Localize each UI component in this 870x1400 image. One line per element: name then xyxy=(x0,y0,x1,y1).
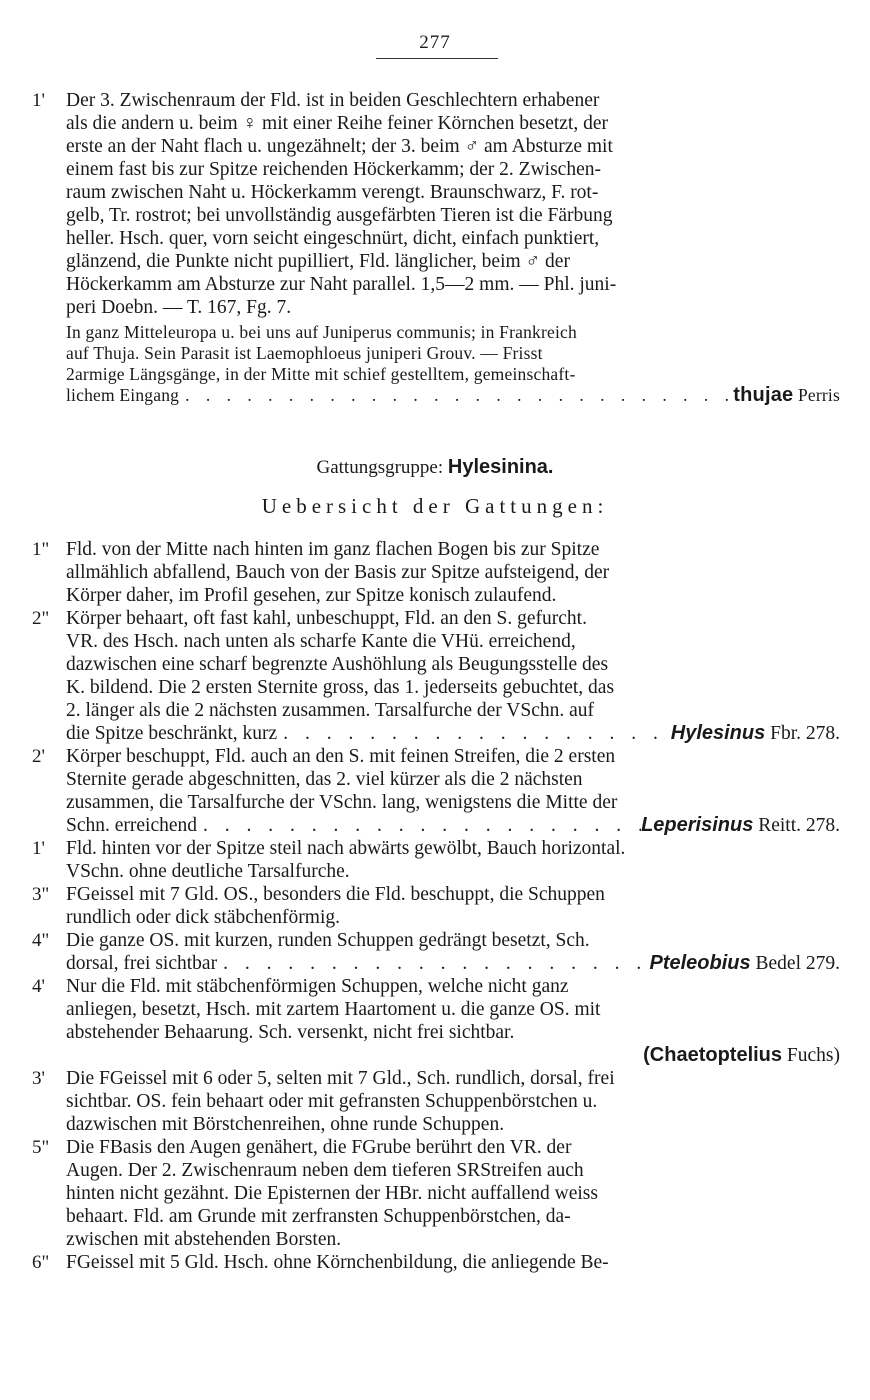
text-line: raum zwischen Naht u. Höckerkamm verengt. Braunschwarz, F. rot- xyxy=(66,182,599,203)
key-text xyxy=(66,1136,840,1251)
text-line: VSchn. ohne deutliche Tarsalfurche. xyxy=(66,861,350,882)
genus-name: Pteleobius xyxy=(649,952,751,974)
text-line: als die andern u. beim ♀ mit einer Reihe feiner Körnchen besetzt, der xyxy=(66,113,609,134)
genus-key xyxy=(0,538,870,1274)
text-line: VR. des Hsch. nach unten als scharfe Kante die VHü. erreichend, xyxy=(66,631,576,652)
text-line: rundlich oder dick stäbchenförmig. xyxy=(66,907,340,928)
genus-name: Leperisinus xyxy=(641,814,754,836)
species-entry-thujae xyxy=(0,89,870,406)
leader-line xyxy=(66,722,840,745)
leader-dots xyxy=(277,722,671,745)
key-text xyxy=(66,607,840,745)
key-number: 4" xyxy=(32,930,50,951)
group-heading-name: Hylesinina. xyxy=(447,456,554,478)
text-line: allmählich abfallend, Bauch von der Basis zur Spitze aufsteigend, der xyxy=(66,562,610,583)
genus-author-page: Bedel 279. xyxy=(755,953,840,974)
text-line: Nur die Fld. mit stäbchenförmigen Schuppen, welche nicht ganz xyxy=(66,976,569,997)
text-line: Körper behaart, oft fast kahl, unbeschuppt, Fld. an den S. gefurcht. xyxy=(66,608,587,629)
key-text xyxy=(66,1067,840,1136)
text-line: Sternite gerade abgeschnitten, das 2. viel kürzer als die 2 nächsten xyxy=(66,769,583,790)
text-line: glänzend, die Punkte nicht pupilliert, Fld. länglicher, beim ♂ der xyxy=(66,251,570,272)
entry-block xyxy=(0,89,870,406)
text-line: gelb, Tr. rostrot; bei unvollständig ausgefärbten Tieren ist die Färbung xyxy=(66,205,613,226)
key-entry-1p xyxy=(0,837,870,883)
key-entry-2pp xyxy=(0,607,870,745)
key-text xyxy=(66,975,840,1067)
text-line: dazwischen mit Börstchenreihen, ohne runde Schuppen. xyxy=(66,1114,505,1135)
leader-dots xyxy=(217,952,649,975)
leader-dots xyxy=(179,385,733,406)
key-entry-4pp xyxy=(0,929,870,975)
text-line: erste an der Naht flach u. ungezähnelt; der 3. beim ♂ am Absturze mit xyxy=(66,136,613,157)
key-text xyxy=(66,745,840,837)
key-number: 2" xyxy=(32,608,50,629)
key-number: 1" xyxy=(32,539,50,560)
species-author: Perris xyxy=(797,385,840,405)
text-line: Schn. erreichend xyxy=(66,815,198,836)
text-line: dazwischen eine scharf begrenzte Aushöhlung als Beugungsstelle des xyxy=(66,654,609,675)
genus-reference xyxy=(641,814,840,837)
text-line: Die FGeissel mit 6 oder 5, selten mit 7 Gld., Sch. rundlich, dorsal, frei xyxy=(66,1068,615,1089)
text-line: FGeissel mit 5 Gld. Hsch. ohne Körnchenbildung, die anliegende Be- xyxy=(66,1252,609,1273)
species-name xyxy=(733,385,840,406)
leader-line xyxy=(66,952,840,975)
key-text xyxy=(66,1251,840,1274)
key-number: 1' xyxy=(32,90,45,111)
text-line: Die ganze OS. mit kurzen, runden Schuppen gedrängt besetzt, Sch. xyxy=(66,930,590,951)
group-heading xyxy=(0,456,870,479)
text-line: lichem Eingang xyxy=(66,385,180,405)
text-line: In ganz Mitteleuropa u. bei uns auf Juniperus communis; in Frankreich xyxy=(66,322,577,342)
text-line: Fld. hinten vor der Spitze steil nach abwärts gewölbt, Bauch horizontal. xyxy=(66,838,626,859)
text-line: 2armige Längsgänge, in der Mitte mit schief gestelltem, gemeinschaft- xyxy=(66,364,576,384)
genus-author-page: Reitt. 278. xyxy=(758,815,840,836)
key-entry-3p xyxy=(0,1067,870,1136)
key-number: 5" xyxy=(32,1137,50,1158)
key-text xyxy=(66,538,840,607)
key-number: 3' xyxy=(32,1068,45,1089)
text-line: dorsal, frei sichtbar xyxy=(66,953,218,974)
key-number: 2' xyxy=(32,746,45,767)
text-line: heller. Hsch. quer, vorn seicht eingeschnürt, dicht, einfach punktiert, xyxy=(66,228,600,249)
text-line: auf Thuja. Sein Parasit ist Laemophloeus juniperi Grouv. — Frisst xyxy=(66,343,543,363)
page-number-rule xyxy=(376,58,498,59)
key-entry-4p xyxy=(0,975,870,1067)
genus-reference xyxy=(671,722,840,745)
text-line: peri Doebn. — T. 167, Fg. 7. xyxy=(66,297,292,318)
text-line: sichtbar. OS. fein behaart oder mit gefransten Schuppenbörstchen u. xyxy=(66,1091,598,1112)
text-line: abstehender Behaarung. Sch. versenkt, nicht frei sichtbar. xyxy=(66,1022,515,1043)
genus-name: Hylesinus xyxy=(670,722,766,744)
text-line: Fld. von der Mitte nach hinten im ganz flachen Bogen bis zur Spitze xyxy=(66,539,600,560)
page-number: 277 xyxy=(419,32,451,53)
text-line: anliegen, besetzt, Hsch. mit zartem Haartoment u. die ganze OS. mit xyxy=(66,999,601,1020)
leader-line xyxy=(66,385,840,406)
overview-heading: Uebersicht der Gattungen: xyxy=(261,494,609,518)
text-line: hinten nicht gezähnt. Die Episternen der HBr. nicht auffallend weiss xyxy=(66,1183,598,1204)
text-line: zwischen mit abstehenden Borsten. xyxy=(66,1229,342,1250)
text-line: behaart. Fld. am Grunde mit zerfransten Schuppenbörstchen, da- xyxy=(66,1206,571,1227)
genus-reference xyxy=(66,1044,840,1067)
text-line: Der 3. Zwischenraum der Fld. ist in beiden Geschlechtern erhabener xyxy=(66,90,600,111)
genus-author-page: Fbr. 278. xyxy=(770,723,840,744)
genus-name: (Chaetoptelius xyxy=(643,1044,783,1066)
key-entry-2p xyxy=(0,745,870,837)
key-entry-5pp xyxy=(0,1136,870,1251)
entry-biology-note xyxy=(66,322,840,406)
text-line: Höckerkamm am Absturze zur Naht parallel. 1,5—2 mm. — Phl. juni- xyxy=(66,274,617,295)
key-text xyxy=(66,929,840,975)
leader-dots xyxy=(197,814,641,837)
key-entry-3pp xyxy=(0,883,870,929)
text-line: zusammen, die Tarsalfurche der VSchn. lang, wenigstens die Mitte der xyxy=(66,792,618,813)
text-line: einem fast bis zur Spitze reichenden Höckerkamm; der 2. Zwischen- xyxy=(66,159,601,180)
text-line: Körper daher, im Profil gesehen, zur Spitze konisch zulaufend. xyxy=(66,585,557,606)
text-line: 2. länger als die 2 nächsten zusammen. Tarsalfurche der VSchn. auf xyxy=(66,700,595,721)
text-line: Die FBasis den Augen genähert, die FGrube berührt den VR. der xyxy=(66,1137,572,1158)
key-text xyxy=(66,883,840,929)
key-number: 6" xyxy=(32,1252,50,1273)
key-text xyxy=(66,837,840,883)
key-number: 1' xyxy=(32,838,45,859)
text-line: Augen. Der 2. Zwischenraum neben dem tieferen SRStreifen auch xyxy=(66,1160,584,1181)
entry-description xyxy=(66,89,840,319)
key-number: 4' xyxy=(32,976,45,997)
leader-line xyxy=(66,814,840,837)
text-line: K. bildend. Die 2 ersten Sternite gross, das 1. jederseits gebuchtet, das xyxy=(66,677,615,698)
text-line: Körper beschuppt, Fld. auch an den S. mit feinen Streifen, die 2 ersten xyxy=(66,746,616,767)
key-entry-6pp xyxy=(0,1251,870,1274)
group-heading-prefix: Gattungsgruppe: xyxy=(316,457,444,478)
key-number: 3" xyxy=(32,884,50,905)
genus-reference xyxy=(650,952,841,975)
species-epithet: thujae xyxy=(733,384,794,406)
text-line: FGeissel mit 7 Gld. OS., besonders die Fld. beschuppt, die Schuppen xyxy=(66,884,605,905)
text-line: die Spitze beschränkt, kurz xyxy=(66,723,278,744)
key-entry-1pp xyxy=(0,538,870,607)
genus-author: Fuchs) xyxy=(786,1045,840,1066)
